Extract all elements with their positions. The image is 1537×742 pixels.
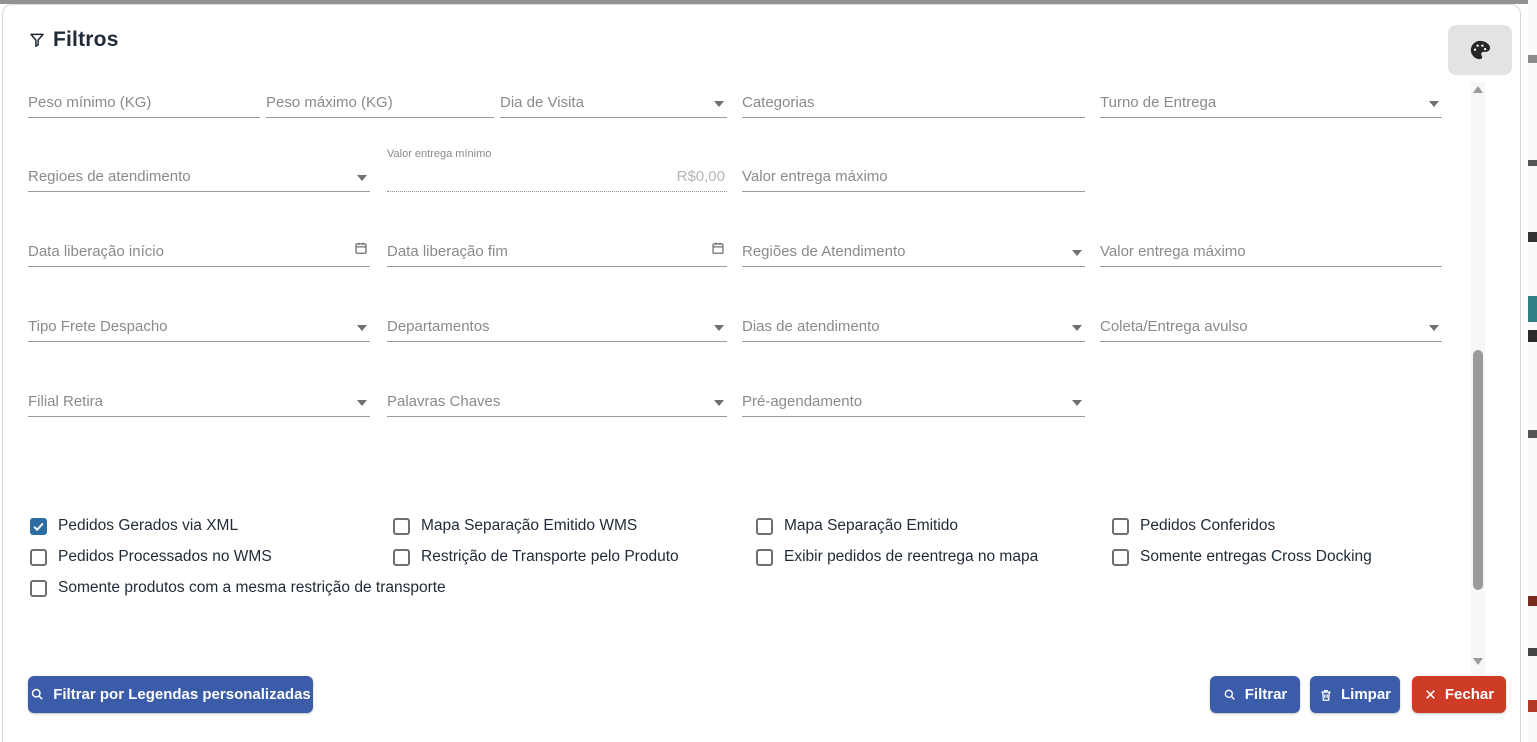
departamentos-select[interactable]: [387, 308, 727, 342]
background-content-sliver: [1528, 0, 1537, 742]
checkbox-box[interactable]: [1112, 549, 1129, 566]
checkbox-pedidos-processados-no-wms[interactable]: [30, 548, 272, 566]
field-label: Data liberação início: [28, 243, 164, 260]
search-icon: [1223, 688, 1237, 702]
chevron-down-icon: [1072, 400, 1082, 406]
field-label: Departamentos: [387, 318, 490, 335]
field-label: Turno de Entrega: [1100, 94, 1217, 111]
calendar-icon: [354, 241, 368, 260]
valor-entrega-maximo-2-field[interactable]: [1100, 233, 1442, 267]
filial-retira-select[interactable]: [28, 383, 370, 417]
field-label: Regiões de Atendimento: [742, 243, 906, 260]
checkbox-box[interactable]: [756, 549, 773, 566]
scrollbar-down-arrow-icon[interactable]: [1473, 658, 1483, 665]
data-liberacao-fim-field[interactable]: [387, 233, 727, 267]
checkbox-restricao-transporte-pelo-produto[interactable]: [393, 548, 679, 566]
calendar-icon: [711, 241, 725, 260]
chevron-down-icon: [357, 175, 367, 181]
field-label: Palavras Chaves: [387, 393, 501, 410]
checkbox-box[interactable]: [1112, 518, 1129, 535]
checkbox-box[interactable]: [30, 549, 47, 566]
data-liberacao-inicio-field[interactable]: [28, 233, 370, 267]
checkbox-label: Somente entregas Cross Docking: [1140, 548, 1372, 565]
pre-agendamento-select[interactable]: [742, 383, 1085, 417]
checkbox-label: Restrição de Transporte pelo Produto: [421, 548, 679, 565]
filter-button[interactable]: [1210, 676, 1300, 713]
close-icon: [1424, 688, 1437, 701]
clear-button[interactable]: [1310, 676, 1400, 713]
trash-icon: [1319, 688, 1333, 702]
chevron-down-icon: [714, 400, 724, 406]
palavras-chaves-select[interactable]: [387, 383, 727, 417]
field-value: R$0,00: [676, 168, 725, 185]
field-label: Tipo Frete Despacho: [28, 318, 168, 335]
field-label: Filial Retira: [28, 393, 104, 410]
field-label: Pré-agendamento: [742, 393, 863, 410]
dias-de-atendimento-select[interactable]: [742, 308, 1085, 342]
scrollbar-up-arrow-icon[interactable]: [1473, 86, 1483, 93]
turno-de-entrega-select[interactable]: [1100, 84, 1442, 118]
coleta-entrega-avulso-select[interactable]: [1100, 308, 1442, 342]
checkbox-label: Exibir pedidos de reentrega no mapa: [784, 548, 1039, 565]
palette-icon: [1469, 39, 1491, 61]
button-label: Filtrar por Legendas personalizadas: [53, 686, 311, 703]
dia-de-visita-select[interactable]: [500, 84, 727, 118]
checkbox-exibir-pedidos-reentrega-no-mapa[interactable]: [756, 548, 1038, 566]
checkbox-label: Mapa Separação Emitido: [784, 517, 959, 534]
chevron-down-icon: [1072, 325, 1082, 331]
peso-maximo-field[interactable]: [266, 84, 494, 118]
categorias-field[interactable]: [742, 84, 1085, 118]
button-label: Limpar: [1340, 686, 1391, 703]
check-icon: [32, 520, 45, 533]
chevron-down-icon: [1429, 101, 1439, 107]
page-title: Filtros: [53, 28, 119, 51]
button-label: Filtrar: [1244, 686, 1288, 703]
chevron-down-icon: [714, 101, 724, 107]
field-label: Valor entrega mínimo: [387, 148, 492, 160]
checkbox-box[interactable]: [393, 518, 410, 535]
chevron-down-icon: [357, 325, 367, 331]
field-label: Valor entrega máximo: [742, 168, 888, 185]
valor-entrega-minimo-field[interactable]: [387, 148, 727, 192]
chevron-down-icon: [1429, 325, 1439, 331]
field-label: Peso mínimo (KG): [28, 94, 152, 111]
checkbox-box[interactable]: [393, 549, 410, 566]
checkbox-pedidos-conferidos[interactable]: [1112, 517, 1275, 535]
field-label: Dia de Visita: [500, 94, 584, 111]
field-label: Valor entrega máximo: [1100, 243, 1246, 260]
field-label: Coleta/Entrega avulso: [1100, 318, 1248, 335]
checkbox-mapa-separacao-emitido[interactable]: [756, 517, 958, 535]
field-label: Data liberação fim: [387, 243, 508, 260]
regioes-de-atendimento-select[interactable]: [28, 158, 370, 192]
checkbox-label: Mapa Separação Emitido WMS: [421, 517, 638, 534]
scrollbar-thumb[interactable]: [1473, 350, 1483, 590]
button-label: Fechar: [1444, 686, 1495, 703]
checkbox-somente-entregas-cross-docking[interactable]: [1112, 548, 1372, 566]
checkbox-pedidos-gerados-via-xml[interactable]: [30, 517, 238, 535]
chevron-down-icon: [714, 325, 724, 331]
checkbox-mapa-separacao-emitido-wms[interactable]: [393, 517, 637, 535]
theme-palette-button[interactable]: [1448, 25, 1512, 75]
checkbox-somente-produtos-mesma-restricao[interactable]: [30, 579, 446, 597]
checkbox-label: Pedidos Gerados via XML: [58, 517, 239, 534]
field-label: Regioes de atendimento: [28, 168, 191, 185]
tipo-frete-despacho-select[interactable]: [28, 308, 370, 342]
checkbox-label: Pedidos Processados no WMS: [58, 548, 272, 565]
checkbox-box[interactable]: [30, 580, 47, 597]
checkbox-box[interactable]: [30, 518, 47, 535]
checkbox-box[interactable]: [756, 518, 773, 535]
checkbox-label: Somente produtos com a mesma restrição de transporte: [58, 579, 446, 596]
field-label: Categorias: [742, 94, 815, 111]
peso-minimo-field[interactable]: [28, 84, 260, 118]
checkbox-label: Pedidos Conferidos: [1140, 517, 1276, 534]
search-icon: [30, 687, 45, 702]
chevron-down-icon: [357, 400, 367, 406]
close-button[interactable]: [1412, 676, 1506, 713]
chevron-down-icon: [1072, 250, 1082, 256]
field-label: Dias de atendimento: [742, 318, 880, 335]
valor-entrega-maximo-field[interactable]: [742, 158, 1085, 192]
modal-header: [28, 28, 119, 52]
field-label: Peso máximo (KG): [266, 94, 393, 111]
filter-by-custom-legends-button[interactable]: [28, 676, 313, 713]
regioes-de-atendimento-2-select[interactable]: [742, 233, 1085, 267]
filter-funnel-icon: [28, 31, 46, 49]
